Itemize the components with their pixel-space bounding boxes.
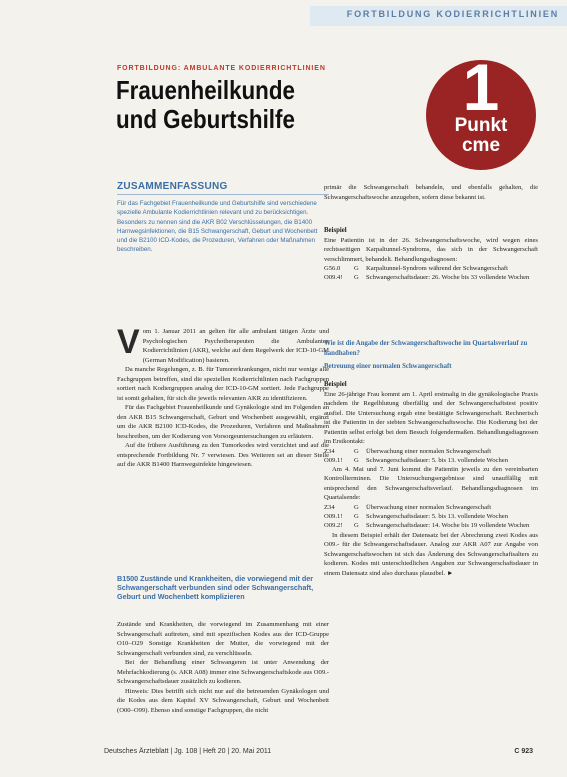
continue-arrow-icon: ► bbox=[446, 569, 454, 577]
article-title bbox=[116, 76, 324, 134]
code-description: Schwangerschaftsdauer: 26. Woche bis 33 vollendete Wochen bbox=[366, 274, 530, 282]
code: Z34 bbox=[324, 503, 335, 511]
example-2-codes bbox=[324, 447, 538, 465]
example-2-text-3 bbox=[324, 531, 538, 579]
section-paragraph-1: Zustände und Krankheiten, die vorwiegend im Zusammenhang mit einer Schwangerschaft auftreten, sind mit spezifischen Kodes aus der ICD-Gruppe O10–O29 Sonstige Krankheiten der Mutter, die vorwiegend mit der Schwangerschaft verbunden sind, zu verschlüsseln. bbox=[117, 621, 329, 657]
section-heading: B1500 Zustände und Krankheiten, die vorwiegend mit der Schwangerschaft verbunden sind oder Schwangerschaft, Geburt und Wochenbett komplizieren bbox=[117, 574, 314, 601]
section-paragraph-3: Hinweis: Dies betrifft sich nicht nur auf die betreuenden Gynäkologen und die Kodes aus dem Kapitel XV Schwangerschaft, Geburt und Wochenbett (O00–O99). Ebenso sind sonstige Fachgruppen, die nicht bbox=[117, 687, 329, 714]
article-kicker: FORTBILDUNG: AMBULANTE KODIERRICHTLINIEN bbox=[117, 65, 326, 72]
question-heading: Wie ist die Angabe der Schwangerschaftswoche im Quartalsverlauf zu handhaben? bbox=[324, 340, 528, 357]
code: G56.0 bbox=[324, 265, 341, 272]
code-row bbox=[324, 456, 538, 465]
code-description: Karpaltunnel-Syndrom während der Schwangerschaft bbox=[366, 265, 508, 272]
title-line-2: und Geburtshilfe bbox=[116, 104, 295, 134]
footer-journal: Deutsches Ärzteblatt | Jg. 108 | Heft 20 | 20. Mai 2011 bbox=[104, 748, 272, 755]
subheading: Betreuung einer normalen Schwangerschaft bbox=[324, 363, 452, 370]
example-1-codes bbox=[324, 264, 538, 282]
intro-paragraph-2: Da manche Regelungen, z. B. für Tumorerkrankungen, nicht nur wenige alle Fachgruppen betreffen, sind die speziellen Kodierrichtlinien nach Fachgruppen sortiert nach Kodiergruppen analog der ICD-10-GM sortiert. Jede Fachgruppe ist somit gehalten, für sich die jeweils relevanten AKR zu identifizieren. bbox=[117, 366, 329, 402]
code: O09.1! bbox=[324, 456, 343, 464]
section-paragraph-2: Bei der Behandlung einer Schwangeren ist unter Anwendung der Mehrfachkodierung (s. AKR A08) immer eine Schwangerschaftskode aus O09.- Schwangerschaftsdauer zusätzlich zu kodieren. bbox=[117, 659, 329, 685]
code-description: Schwangerschaftsdauer: 5. bis 13. vollendete Wochen bbox=[366, 456, 508, 464]
running-header: FORTBILDUNG KODIERRICHTLINIEN bbox=[346, 9, 559, 19]
example-2-text: Eine 26-jährige Frau kommt am 1. April erstmalig in die gynäkologische Praxis nachdem ihr Regelblutung überfällig und der Schwangerschaftstest positiv ausfiel. Die Untersuchung ergab eine bestätigte Schwangerschaft. Rechnerisch ist die Patientin in der siebten Schwangerschaftswoche. Die Kodierung bei der Patientin selbst erfolgt bei dem Besuch folgendermaßen. Behandlungsdiagnosen im Erstkontakt: bbox=[324, 390, 538, 445]
title-line-1: Frauenheilkunde bbox=[116, 75, 295, 105]
example-2-text-2: Am 4. Mai und 7. Juni kommt die Patientin jeweils zu den vereinbarten Kontrollterminen. Die Untersuchungsergebnisse sind unauffällig mit entsprechend den Schwangerschaftsverlauf. Behandlungsdiagnosen im Quartalsende: bbox=[324, 465, 538, 502]
code: O09.2! bbox=[324, 522, 343, 530]
drop-cap: V bbox=[117, 323, 140, 361]
example-2-heading: Beispiel bbox=[324, 381, 347, 388]
code: O09.4! bbox=[324, 274, 343, 282]
section-body bbox=[117, 620, 329, 715]
summary-text: Für das Fachgebiet Frauenheilkunde und Geburtshilfe sind verschiedene spezielle Ambulante Kodierrichtlinien relevant und zu berücksichtigen. Besonders zu nennen sind die AKR B02 Verschlüsselungen, die B1400 Harnwegsinfektionen, die B15 Schwangerschaft, Geburt und Wochenbett und die B2100 ICD-Kodes, die Prozeduren, Verfahren oder Maßnahmen beschreiben. bbox=[117, 200, 318, 254]
code-flag: G bbox=[354, 447, 359, 455]
badge-number: 1 bbox=[462, 50, 500, 124]
code-flag: G bbox=[354, 503, 359, 511]
summary-box bbox=[117, 181, 329, 327]
code-flag: G bbox=[354, 513, 359, 521]
code-flag: G bbox=[354, 456, 359, 464]
code-description: Überwachung einer normalen Schwangerschaft bbox=[366, 447, 492, 455]
right-intro-text: primär die Schwangerschaft behandeln, und ebenfalls gehalten, die Schwangerschaftswoche anzugeben, sofern diese bekannt ist. bbox=[324, 184, 538, 201]
code-description: Überwachung einer normalen Schwangerschaft bbox=[366, 503, 492, 511]
code-description: Schwangerschaftsdauer: 14. Woche bis 19 vollendete Wochen bbox=[366, 522, 530, 530]
example-1-text: Eine Patientin ist in der 26. Schwangerschaftswoche, wird wegen eines rechtsseitigen Karpaltunnel-Syndroms, das sich in der Schwangerschaft verschlimmert, behandelt. Behandlungsdiagnosen: bbox=[324, 236, 538, 263]
right-column-intro bbox=[324, 183, 538, 202]
code-row bbox=[324, 503, 538, 512]
cme-points-badge bbox=[426, 50, 536, 170]
code-flag: G bbox=[354, 274, 359, 282]
example-2-text-3-body: In diesem Beispiel erhält der Datensatz bei der Abrechnung zwei Kodes aus O09.- für die Schwangerschaftsdauer. Analog zur AKR A07 zur Angabe von Schwangerschaftswochen ist sich das Änderung des Schwangerschaftsalters zu kodieren. Kodes mit unterschiedlichen Angaben zur Schwangerschaftsdauer in einem Datensatz sind also durchaus plausibel. bbox=[324, 531, 538, 577]
code-flag: G bbox=[354, 522, 359, 530]
question-block bbox=[324, 339, 538, 358]
footer-page-number: C 923 bbox=[514, 748, 533, 755]
example-1 bbox=[324, 226, 538, 282]
code: Z34 bbox=[324, 447, 335, 455]
example-2 bbox=[324, 380, 538, 578]
badge-label-points: Punkt bbox=[454, 115, 508, 136]
intro-paragraph-4: Auf die frühere Ausführung zu den Tumorkodes wird verzichtet und auf die entsprechende Fortbildung Nr. 7 verwiesen. Des Weiteren sei an dieser Stelle auf die AKR B1400 Harnwegsinfekte hingewiesen. bbox=[117, 442, 329, 468]
code: O09.1! bbox=[324, 513, 343, 521]
code-row bbox=[324, 264, 538, 273]
badge-label-cme: cme bbox=[461, 135, 501, 156]
code-row bbox=[324, 273, 538, 282]
code-description: Schwangerschaftsdauer: 5. bis 13. vollendete Wochen bbox=[366, 513, 508, 521]
code-row bbox=[324, 447, 538, 456]
code-row bbox=[324, 512, 538, 521]
subheading-block bbox=[324, 362, 538, 372]
intro-paragraph-1: om 1. Januar 2011 an gelten für alle ambulant tätigen Ärzte und Psychologischen Psychotherapeuten die Ambulanten Kodierrichtlinien (AKR), welche auf dem Regelwerk der ICD-10-GM (German Modification) basieren. bbox=[142, 328, 329, 364]
summary-heading: ZUSAMMENFASSUNG bbox=[117, 181, 329, 195]
code-row bbox=[324, 521, 538, 530]
example-1-heading: Beispiel bbox=[324, 227, 347, 234]
example-2-codes-2 bbox=[324, 503, 538, 531]
code-flag: G bbox=[354, 265, 359, 272]
intro-text bbox=[117, 323, 329, 470]
intro-paragraph-3: Für das Fachgebiet Frauenheilkunde und Gynäkologie sind im Folgenden an den AKR B15 Schwangerschaft, Geburt und Wochenbett ausgewählt, ergänzt um die AKR B2100 ICD-Kodes, die Prozeduren, Verfahren und Maßnahmen beschreiben, um der Kodierung von Vorsorgeuntersuchungen zu erläutern. bbox=[117, 404, 329, 440]
